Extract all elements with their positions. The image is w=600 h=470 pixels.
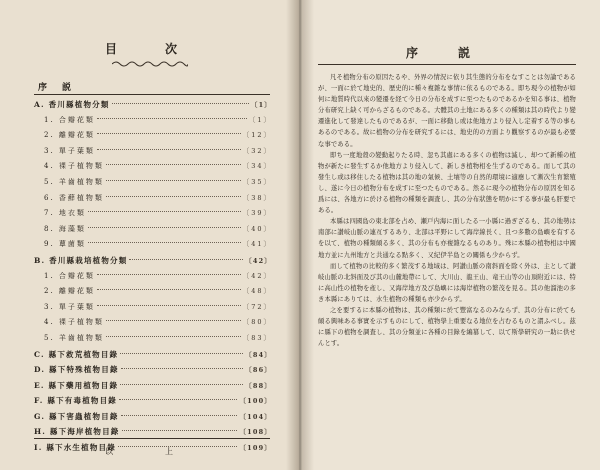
toc-entry: A. 香川縣植物分類 〔1〕 [34, 100, 272, 109]
toc-entry: 7. 地衣類 〔39〕 [44, 209, 272, 218]
divider [34, 94, 270, 95]
toc-entry: 1. 合瓣花類 〔42〕 [44, 271, 272, 280]
preface-paragraph: 本縣は四國島の東北部を占め、瀬戸内海に面したる一小縣に過ぎざるも、其の地勢は南部に讃岐山脈の連亙するあり、北部は平野にして海岸線長く、且つ多數の島嶼を有するを以て、植物の種類頗る多く、其の分布も亦複雜なるものあり。殊に本縣の植物相は中國地方並に九州地方と共通なる點多く、又紀伊半島との關係も少からず。 [318, 218, 576, 259]
divider [34, 438, 270, 439]
book-gutter [286, 0, 314, 470]
divider [318, 64, 576, 65]
toc-entry: E. 縣下藥用植物目錄 〔88〕 [34, 380, 272, 390]
preface-title: 序 説 [405, 46, 484, 60]
preface-paragraph: 之を要するに本縣の植物は、其の種類に於て豐富なるのみならず、其の分布に於ても頗る興味ある事實を示すものにして、植物學上重要なる地位を占むるものと謂ふべし。茲に縣下の植物を調査し、其の分類並に各種の目錄を編纂して、以て斯學研究の一助に供せんとす。 [318, 306, 576, 348]
toc-entry: F. 縣下有毒植物目錄 〔100〕 [34, 396, 272, 406]
preface-paragraph: 而して植物の比較的多く繁茂する地域は、阿讃山脈の南斜面を除く外は、主として讃岐山脈の北斜面及び其の山麓地帶にして、大川山、龍王山、竜王山等の山頂附近には、特に高山性の植物を產し、又海岸地方及び島嶼には海岸植物の繁茂を見る。其の他溜池の多き本縣にありては、水生植物の種類も亦少からず。 [318, 262, 576, 303]
toc-entry: H. 縣下海岸植物目錄 〔108〕 [34, 427, 272, 437]
toc-entry: 3. 單子葉類 〔32〕 [44, 146, 272, 155]
preface-body [318, 72, 576, 349]
toc-entry: 3. 單子葉類 〔72〕 [44, 302, 272, 311]
toc-title: 目 次 [104, 42, 195, 56]
toc-entry: 4. 裸子植物類 〔80〕 [44, 318, 272, 327]
toc-entry: 9. 蕈菌類 〔41〕 [44, 240, 272, 249]
toc-entry: 6. 香蘚植物類 〔38〕 [44, 193, 272, 202]
toc-entry: 5. 羊齒植物類 〔83〕 [44, 333, 272, 342]
toc-footer: 以 上 [105, 447, 195, 456]
toc-entry: 2. 離瓣花類 〔48〕 [44, 287, 272, 296]
preface-paragraph: 即ち一度地殼の變動起りたる時、忽ち其處にある多くの植物は滅し、却つて新種の植物が新たに發生するか他地方より侵入して、新しき植物相を生ずるのである。而して其の發生し或は移住したる植物は其の地の氣候、土壤等の自然的環境に適應して漸次生育繁殖し、遂に今日の植物分布を成すに至つたものである。然るに現今の植物分布の原因を知る爲には、各地方に於ける植物の種類を調査し、其の分布狀態を明かにする事が最も肝要である。 [318, 151, 576, 215]
toc-entry: 5. 羊齒植物類 〔35〕 [44, 177, 272, 186]
toc-entry: D. 縣下特殊植物目錄 〔86〕 [34, 365, 272, 375]
ornament-wave-icon [112, 60, 188, 68]
toc-entry: B. 香川縣栽培植物分類 〔42〕 [34, 255, 272, 265]
toc-entry: 2. 離瓣花類 〔12〕 [44, 131, 272, 140]
toc-entry: 4. 裸子植物類 〔34〕 [44, 162, 272, 171]
toc-entry: 8. 海藻類 〔40〕 [44, 224, 272, 233]
toc-entry: I. 縣下水生植物目錄 〔109〕 [34, 443, 272, 453]
preface-paragraph: 凡そ植物分布の原因たるや、外界の情況に依り其生態的分布をなすことは勿論であるが、一面に於て地史的、歴史的に種々複雜な事情に依るものである。即ち現今の植物が如何に地質時代以來の變遷を経て今日の分布を成すに至つたものであるかを知る事は、植物分布研究上缺く可からざるものである。大體其の土地にある多くの種類は其の時代より變遷進化して發達したものであるが、一面に移動し或は他地方より侵入し定着する等の事もあるのである。故に植物の分布を研究するには、地史的の方面より觀察するのが最も必要な事である。 [318, 74, 576, 148]
toc-entry: C. 縣下救荒植物目錄 〔84〕 [34, 349, 272, 359]
toc-entry: 1. 合瓣花類 〔1〕 [44, 115, 272, 124]
toc-list [34, 97, 272, 456]
toc-entry: G. 縣下害蟲植物目錄 〔104〕 [34, 411, 272, 421]
toc-section-heading: 序 説 [38, 83, 75, 93]
